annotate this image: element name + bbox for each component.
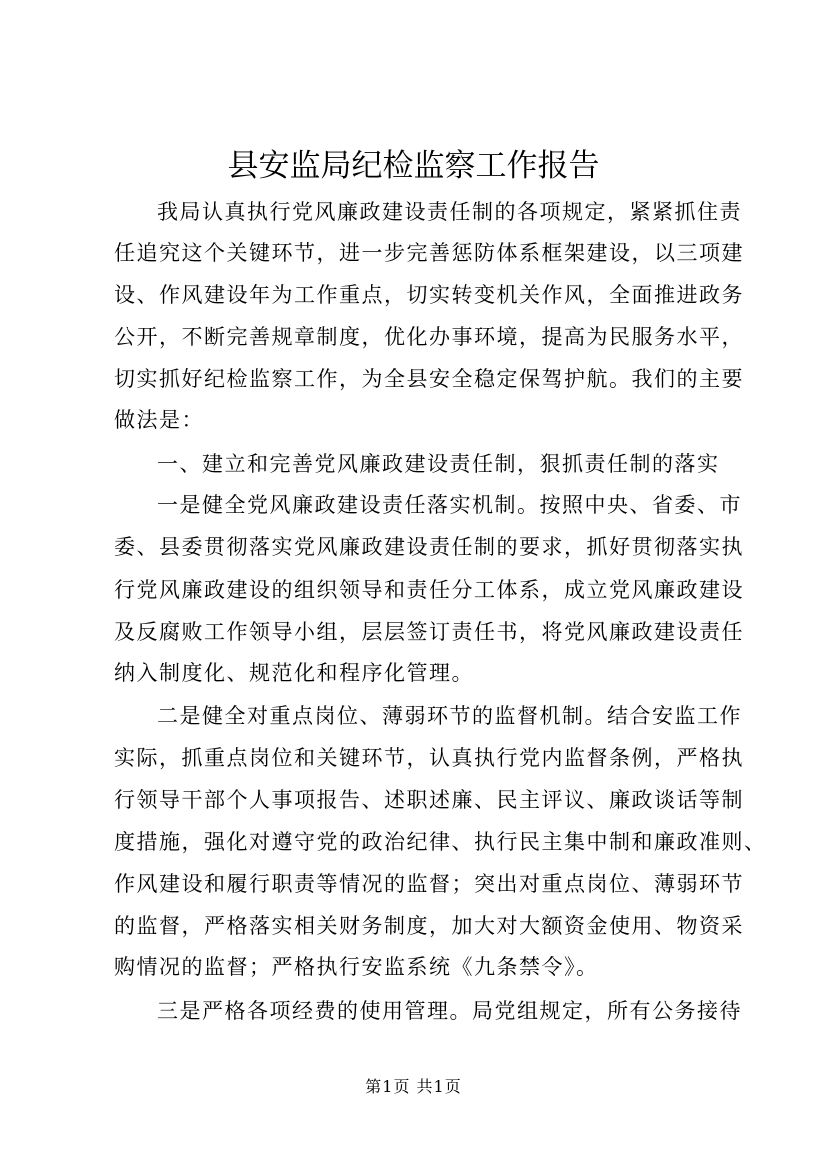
body-line: 任追究这个关键环节，进一步完善惩防体系框架建设，以三项建: [114, 241, 744, 265]
body-line: 作风建设和履行职责等情况的监督；突出对重点岗位、薄弱环节: [114, 872, 744, 896]
body-line: 公开，不断完善规章制度，优化办事环境，提高为民服务水平，: [114, 325, 744, 349]
body-line: 委、县委贯彻落实党风廉政建设责任制的要求，抓好贯彻落实执: [114, 535, 744, 559]
body-line: 设、作风建设年为工作重点，切实转变机关作风，全面推进政务: [114, 283, 744, 307]
body-line: 一是健全党风廉政建设责任落实机制。按照中央、省委、市: [157, 493, 742, 517]
body-line: 三是严格各项经费的使用管理。局党组规定，所有公务接待: [157, 999, 742, 1023]
body-line: 购情况的监督；严格执行安监系统《九条禁令》。: [114, 955, 599, 979]
body-line: 行党风廉政建设的组织领导和责任分工体系，成立党风廉政建设: [114, 578, 744, 602]
body-line: 二是健全对重点岗位、薄弱环节的监督机制。结合安监工作: [157, 704, 742, 728]
body-line: 度措施，强化对遵守党的政治纪律、执行民主集中制和廉政准则、: [114, 830, 767, 854]
body-line: 我局认真执行党风廉政建设责任制的各项规定，紧紧抓住责: [157, 200, 742, 224]
body-line: 的监督，严格落实相关财务制度，加大对大额资金使用、物资采: [114, 914, 744, 938]
body-line: 实际，抓重点岗位和关键环节，认真执行党内监督条例，严格执: [114, 746, 744, 770]
body-line: 切实抓好纪检监察工作，为全县安全稳定保驾护航。我们的主要: [114, 367, 744, 391]
page-title: 县安监局纪检监察工作报告: [227, 148, 600, 184]
section-heading: 一、建立和完善党风廉政建设责任制，狠抓责任制的落实: [157, 452, 720, 476]
body-line: 行领导干部个人事项报告、述职述廉、民主评议、廉政谈话等制: [114, 788, 744, 812]
page-footer: 第1页 共1页: [365, 1077, 462, 1096]
body-line: 及反腐败工作领导小组，层层签订责任书，将党风廉政建设责任: [114, 620, 744, 644]
body-line: 做法是：: [114, 408, 204, 432]
body-line: 纳入制度化、规范化和程序化管理。: [114, 661, 474, 685]
